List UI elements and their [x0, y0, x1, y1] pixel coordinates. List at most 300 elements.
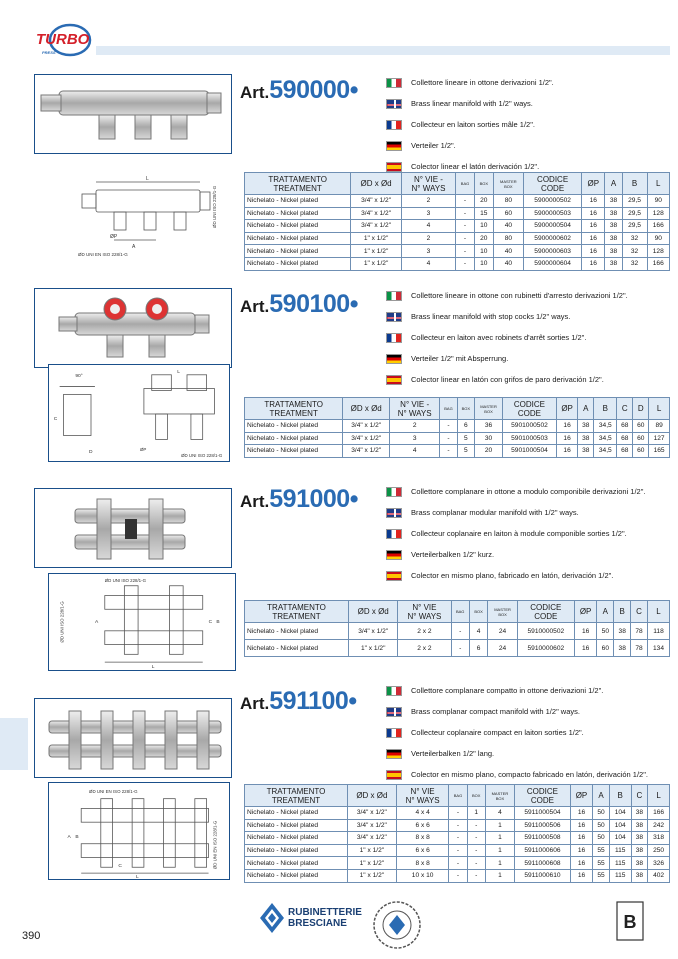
- header-bar: [96, 46, 670, 55]
- table-cell: Nichelato - Nickel plated: [245, 445, 343, 458]
- table-cell: 16: [570, 832, 592, 845]
- svg-text:ØD UNI EN ISO 228/1-G: ØD UNI EN ISO 228/1-G: [212, 820, 218, 870]
- table-cell: 134: [648, 640, 670, 657]
- description-en: Brass complanar modular manifold with 1/2" ways.: [386, 502, 670, 523]
- italy-flag-icon: [386, 291, 402, 301]
- germany-flag-icon: [386, 354, 402, 364]
- table-cell: 10: [474, 257, 493, 270]
- table-row: [245, 420, 670, 433]
- table-cell: 60: [633, 445, 649, 458]
- table-cell: -: [456, 232, 475, 245]
- table-cell: 104: [609, 832, 631, 845]
- table-cell: 24: [488, 623, 518, 640]
- table-cell: 3/4" x 1/2": [349, 623, 398, 640]
- table-cell: Nichelato - Nickel plated: [245, 832, 348, 845]
- table-cell: 55: [593, 857, 610, 870]
- uk-flag-icon: [386, 312, 402, 322]
- product-photo-591000: [34, 488, 232, 568]
- table-cell: 38: [631, 857, 648, 870]
- product-photo-590000: [34, 74, 232, 154]
- side-tab: [0, 718, 28, 770]
- description-list-590000: [386, 72, 670, 177]
- table-cell: 78: [631, 623, 648, 640]
- table-cell: 1" x 1/2": [349, 640, 398, 657]
- table-cell: 1" x 1/2": [351, 257, 401, 270]
- svg-text:L: L: [151, 665, 155, 671]
- table-cell: 5911000608: [515, 857, 571, 870]
- table-cell: 10: [474, 245, 493, 258]
- description-it: Collettore complanare in ottone a modulo componibile derivazioni 1/2".: [386, 481, 670, 502]
- table-row: [245, 257, 670, 270]
- table-cell: 55: [593, 844, 610, 857]
- table-row: [245, 869, 670, 882]
- table-cell: 165: [649, 445, 670, 458]
- table-cell: 16: [570, 844, 592, 857]
- table-cell: 5900000504: [524, 220, 582, 233]
- description-fr: Collecteur en laiton avec robinets d'arrêt sorties 1/2".: [386, 327, 670, 348]
- description-de: Verteiler 1/2".: [386, 135, 670, 156]
- table-cell: 5910000502: [517, 623, 574, 640]
- svg-text:TURBO: TURBO: [36, 31, 90, 48]
- table-cell: 38: [605, 245, 622, 258]
- table-row: [245, 220, 670, 233]
- table-cell: 8 x 8: [396, 857, 449, 870]
- table-cell: Nichelato - Nickel plated: [245, 232, 351, 245]
- product-photo-591100: [34, 698, 232, 778]
- spec-table-591000: TRATTAMENTO TREATMENT ØD x Ød N° VIE N° WAYS BAG BOX MASTER BOX CODICE CODE ØP A B C L Nichelato - Nickel plated 3/4" x 1/2" 2 x 2 - 4 24 5910000502 16 50 38 78 118 Nichelato - Nickel plated 1" x 1/2" 2 x 2 - 6 24 5910000602 16 60 38 78 134: [244, 600, 670, 657]
- table-cell: 68: [617, 432, 633, 445]
- table-cell: 5901000504: [503, 445, 557, 458]
- technical-drawing-590000: [48, 168, 232, 260]
- table-cell: 1: [485, 857, 514, 870]
- table-cell: 3/4" x 1/2": [347, 832, 396, 845]
- table-cell: 5: [457, 445, 474, 458]
- table-cell: 89: [649, 420, 670, 433]
- france-flag-icon: [386, 529, 402, 539]
- spain-flag-icon: [386, 770, 402, 780]
- table-cell: Nichelato - Nickel plated: [245, 623, 349, 640]
- table-cell: 38: [631, 832, 648, 845]
- table-cell: 326: [648, 857, 670, 870]
- table-cell: 3/4" x 1/2": [347, 807, 396, 820]
- svg-text:L: L: [136, 875, 139, 880]
- table-cell: 16: [570, 807, 592, 820]
- svg-text:ØD UNI ISO 228/1-G: ØD UNI ISO 228/1-G: [104, 577, 147, 583]
- quality-seal-icon: [372, 900, 422, 950]
- description-es: Colector linear el latón derivación 1/2".: [386, 156, 670, 177]
- table-cell: 80: [493, 195, 523, 208]
- description-es: Colector linear en latón con grifos de paro derivación 1/2".: [386, 369, 670, 390]
- table-cell: -: [451, 623, 469, 640]
- table-cell: 5901000503: [503, 432, 557, 445]
- table-cell: 60: [493, 207, 523, 220]
- technical-drawing-591000: [48, 573, 236, 671]
- article-title-590100: Art.590100•: [240, 290, 359, 318]
- table-cell: 16: [582, 257, 605, 270]
- svg-text:ØD UNI ISO 228/1-G: ØD UNI ISO 228/1-G: [59, 601, 65, 643]
- table-cell: -: [456, 195, 475, 208]
- table-cell: 20: [475, 445, 503, 458]
- table-cell: 5900000604: [524, 257, 582, 270]
- table-cell: 38: [605, 207, 622, 220]
- table-cell: 6: [457, 420, 474, 433]
- table-cell: -: [456, 207, 475, 220]
- table-cell: 3: [401, 245, 455, 258]
- description-list-590100: [386, 285, 670, 390]
- description-en: Brass linear manifold with stop cocks 1/2" ways.: [386, 306, 670, 327]
- table-cell: 50: [593, 807, 610, 820]
- table-cell: 104: [609, 819, 631, 832]
- description-list-591100: [386, 680, 670, 785]
- table-cell: Nichelato - Nickel plated: [245, 420, 343, 433]
- svg-text:ØD UNI ISO 228/1-G: ØD UNI ISO 228/1-G: [181, 453, 223, 459]
- table-cell: 34,5: [594, 445, 617, 458]
- table-cell: 5911000504: [515, 807, 571, 820]
- table-cell: 16: [556, 432, 577, 445]
- table-cell: 38: [631, 819, 648, 832]
- table-cell: -: [440, 445, 457, 458]
- table-cell: -: [451, 640, 469, 657]
- description-de: Verteilerbalken 1/2" lang.: [386, 743, 670, 764]
- table-cell: -: [467, 844, 485, 857]
- table-cell: 115: [609, 844, 631, 857]
- table-cell: 38: [631, 807, 648, 820]
- table-cell: 20: [474, 195, 493, 208]
- table-cell: 34,5: [594, 420, 617, 433]
- table-cell: 60: [633, 420, 649, 433]
- table-cell: 50: [593, 832, 610, 845]
- table-cell: -: [449, 869, 467, 882]
- germany-flag-icon: [386, 550, 402, 560]
- table-cell: 80: [493, 232, 523, 245]
- spec-table-590100: TRATTAMENTO TREATMENT ØD x Ød N° VIE - N° WAYS BAG BOX MASTER BOX CODICE CODE ØP A B C D L Nichelato - Nickel plated 3/4" x 1/2" 2 - 6 36 5901000502 16 38 34,5 68 60 89 Nichelato - Nickel plated 3/4" x 1/2" 3 - 5 30 5901000503 16 38 34,5 68 60 127 Nichelato - Nickel plated 3/4" x 1/2" 4 - 5 20 5901000504 16 38 34,5 68 60 165: [244, 397, 670, 458]
- table-cell: -: [449, 807, 467, 820]
- svg-text:C: C: [208, 619, 213, 625]
- table-cell: 90: [647, 195, 669, 208]
- table-cell: Nichelato - Nickel plated: [245, 857, 348, 870]
- svg-text:A: A: [132, 244, 136, 250]
- description-en: Brass complanar compact manifold with 1/2" ways.: [386, 701, 670, 722]
- table-cell: 242: [648, 819, 670, 832]
- table-cell: -: [467, 857, 485, 870]
- svg-text:ØD UNI EN ISO 228/1-G: ØD UNI EN ISO 228/1-G: [78, 252, 128, 257]
- svg-text:A: A: [67, 834, 71, 840]
- uk-flag-icon: [386, 99, 402, 109]
- table-cell: 318: [648, 832, 670, 845]
- table-cell: -: [467, 819, 485, 832]
- table-cell: 115: [609, 869, 631, 882]
- table-cell: 5: [457, 432, 474, 445]
- table-cell: 16: [574, 623, 597, 640]
- table-cell: Nichelato - Nickel plated: [245, 432, 343, 445]
- table-cell: 2: [401, 232, 455, 245]
- table-row: [245, 207, 670, 220]
- table-cell: Nichelato - Nickel plated: [245, 640, 349, 657]
- table-cell: 38: [605, 195, 622, 208]
- table-cell: 6 x 6: [396, 819, 449, 832]
- table-cell: 40: [493, 220, 523, 233]
- table-cell: 15: [474, 207, 493, 220]
- table-row: [245, 857, 670, 870]
- table-cell: 16: [570, 857, 592, 870]
- table-cell: Nichelato - Nickel plated: [245, 245, 351, 258]
- table-cell: -: [467, 869, 485, 882]
- brand-diamond-icon: [260, 903, 284, 933]
- table-cell: 6: [469, 640, 487, 657]
- table-cell: -: [449, 819, 467, 832]
- table-cell: 24: [488, 640, 518, 657]
- table-cell: 115: [609, 857, 631, 870]
- table-row: [245, 819, 670, 832]
- table-cell: 78: [631, 640, 648, 657]
- table-cell: 1: [485, 844, 514, 857]
- table-cell: 50: [593, 819, 610, 832]
- table-cell: 3/4" x 1/2": [343, 445, 390, 458]
- table-row: [245, 195, 670, 208]
- svg-text:B: B: [623, 912, 637, 932]
- table-cell: 38: [605, 232, 622, 245]
- table-cell: 3/4" x 1/2": [343, 420, 390, 433]
- table-cell: -: [449, 857, 467, 870]
- germany-flag-icon: [386, 749, 402, 759]
- uk-flag-icon: [386, 508, 402, 518]
- table-row: [245, 844, 670, 857]
- table-cell: 3/4" x 1/2": [351, 220, 401, 233]
- svg-text:C: C: [118, 864, 122, 870]
- table-cell: 16: [556, 445, 577, 458]
- article-title-591000: Art.591000•: [240, 485, 359, 513]
- table-cell: 104: [609, 807, 631, 820]
- table-cell: 68: [617, 445, 633, 458]
- table-cell: 38: [605, 257, 622, 270]
- table-cell: 166: [648, 807, 670, 820]
- table-cell: 5911000506: [515, 819, 571, 832]
- svg-text:L: L: [177, 369, 180, 375]
- table-cell: Nichelato - Nickel plated: [245, 207, 351, 220]
- description-de: Verteilerbalken 1/2" kurz.: [386, 544, 670, 565]
- table-row: [245, 640, 670, 657]
- technical-drawing-591100: [48, 782, 230, 880]
- table-cell: 3/4" x 1/2": [343, 432, 390, 445]
- svg-text:D: D: [89, 450, 93, 456]
- table-cell: 2 x 2: [398, 640, 451, 657]
- table-row: [245, 232, 670, 245]
- svg-text:B: B: [216, 619, 220, 625]
- table-cell: 38: [614, 640, 631, 657]
- table-cell: -: [440, 432, 457, 445]
- table-cell: 68: [617, 420, 633, 433]
- brand-logo: RUBINETTERIE BRESCIANE: [260, 903, 362, 933]
- table-cell: 1: [485, 832, 514, 845]
- table-cell: 2: [401, 195, 455, 208]
- table-cell: 38: [578, 445, 594, 458]
- table-cell: 4: [390, 445, 440, 458]
- table-cell: 60: [597, 640, 614, 657]
- description-de: Verteiler 1/2" mit Absperrung.: [386, 348, 670, 369]
- svg-text:C: C: [53, 416, 58, 422]
- table-cell: 4 x 4: [396, 807, 449, 820]
- table-cell: 55: [593, 869, 610, 882]
- table-cell: 38: [578, 420, 594, 433]
- table-cell: 250: [648, 844, 670, 857]
- description-fr: Collecteur coplanaire compact en laiton sorties 1/2".: [386, 722, 670, 743]
- table-cell: 128: [647, 245, 669, 258]
- italy-flag-icon: [386, 78, 402, 88]
- table-cell: Nichelato - Nickel plated: [245, 195, 351, 208]
- table-cell: 40: [493, 257, 523, 270]
- table-cell: -: [449, 844, 467, 857]
- italy-flag-icon: [386, 487, 402, 497]
- table-cell: 16: [570, 869, 592, 882]
- table-cell: 38: [578, 432, 594, 445]
- description-it: Collettore lineare in ottone con rubinetti d'arresto derivazioni 1/2".: [386, 285, 670, 306]
- table-cell: 10 x 10: [396, 869, 449, 882]
- table-cell: 4: [401, 220, 455, 233]
- table-cell: 5900000602: [524, 232, 582, 245]
- table-cell: 1" x 1/2": [351, 245, 401, 258]
- table-cell: 5900000503: [524, 207, 582, 220]
- table-cell: 1" x 1/2": [347, 857, 396, 870]
- table-cell: 32: [622, 232, 647, 245]
- table-cell: Nichelato - Nickel plated: [245, 257, 351, 270]
- table-cell: 32: [622, 245, 647, 258]
- svg-text:ØP: ØP: [110, 234, 118, 240]
- table-cell: 5911000606: [515, 844, 571, 857]
- table-cell: 402: [648, 869, 670, 882]
- svg-text:B: B: [75, 834, 79, 840]
- table-cell: -: [440, 420, 457, 433]
- table-cell: 38: [605, 220, 622, 233]
- table-cell: 16: [570, 819, 592, 832]
- table-cell: 16: [582, 245, 605, 258]
- article-title-591100: Art.591100•: [240, 687, 358, 715]
- table-cell: 1" x 1/2": [347, 844, 396, 857]
- table-cell: 4: [485, 807, 514, 820]
- table-row: [245, 807, 670, 820]
- table-cell: 1" x 1/2": [351, 232, 401, 245]
- table-cell: Nichelato - Nickel plated: [245, 220, 351, 233]
- description-list-591000: [386, 481, 670, 586]
- table-cell: 16: [574, 640, 597, 657]
- table-cell: 16: [556, 420, 577, 433]
- table-cell: -: [456, 245, 475, 258]
- table-cell: 5910000602: [517, 640, 574, 657]
- table-cell: Nichelato - Nickel plated: [245, 807, 348, 820]
- description-fr: Collecteur coplanaire en laiton à module componible sorties 1/2".: [386, 523, 670, 544]
- svg-text:ØP: ØP: [139, 447, 147, 453]
- table-cell: 3/4" x 1/2": [351, 195, 401, 208]
- svg-text:ØD UNI EN ISO 228/1-G: ØD UNI EN ISO 228/1-G: [89, 788, 138, 794]
- france-flag-icon: [386, 333, 402, 343]
- table-cell: 29,5: [622, 220, 647, 233]
- table-cell: 8 x 8: [396, 832, 449, 845]
- description-en: Brass linear manifold with 1/2" ways.: [386, 93, 670, 114]
- spain-flag-icon: [386, 375, 402, 385]
- table-cell: 2: [390, 420, 440, 433]
- page-number: 390: [22, 930, 41, 942]
- table-cell: 2 x 2: [398, 623, 451, 640]
- france-flag-icon: [386, 728, 402, 738]
- table-cell: 16: [582, 220, 605, 233]
- table-cell: 1" x 1/2": [347, 869, 396, 882]
- table-cell: 60: [633, 432, 649, 445]
- table-cell: 166: [647, 257, 669, 270]
- germany-flag-icon: [386, 141, 402, 151]
- svg-text:90°: 90°: [75, 373, 83, 379]
- table-cell: -: [456, 220, 475, 233]
- table-cell: 127: [649, 432, 670, 445]
- table-cell: 16: [582, 232, 605, 245]
- table-cell: 128: [647, 207, 669, 220]
- italy-flag-icon: [386, 686, 402, 696]
- table-cell: Nichelato - Nickel plated: [245, 844, 348, 857]
- table-cell: 40: [493, 245, 523, 258]
- table-cell: 34,5: [594, 432, 617, 445]
- turbo-press-logo: [34, 22, 98, 58]
- table-cell: -: [449, 832, 467, 845]
- table-row: [245, 432, 670, 445]
- table-cell: 1: [485, 819, 514, 832]
- table-cell: 4: [401, 257, 455, 270]
- spec-table-591100: TRATTAMENTO TREATMENT ØD x Ød N° VIE N° WAYS BAG BOX MASTER BOX CODICE CODE ØP A B C L Nichelato - Nickel plated 3/4" x 1/2" 4 x 4 - 1 4 5911000504 16 50 104 38 166 Nichelato - Nickel plated 3/4" x 1/2" 6 x 6 - - 1 5911000506 16 50 104 38 242 Nichelato - Nickel plated 3/4" x 1/2" 8 x 8 - - 1 5911000508 16 50 104 38 318 Nichelato - Nickel plated 1" x 1/2" 6 x 6 - - 1 5911000606 16 55 115 38 250 Nichelato - Nickel plated 1" x 1/2" 8 x 8 - - 1 5911000608 16 55 115 38 326 Nichelato - Nickel plated 1" x 1/2" 10 x 10 - - 1 5911000610 16 55 115 38 402: [244, 784, 670, 883]
- article-title-590000: Art.590000•: [240, 76, 359, 104]
- spain-flag-icon: [386, 162, 402, 172]
- table-cell: Nichelato - Nickel plated: [245, 819, 348, 832]
- svg-text:PRESS: PRESS: [42, 50, 56, 55]
- table-cell: 1: [485, 869, 514, 882]
- svg-text:L: L: [146, 176, 149, 182]
- table-cell: 32: [622, 257, 647, 270]
- svg-text:A: A: [94, 619, 99, 625]
- table-row: [245, 832, 670, 845]
- bonomi-group-logo: [616, 901, 644, 941]
- table-row: [245, 445, 670, 458]
- uk-flag-icon: [386, 707, 402, 717]
- table-cell: 166: [647, 220, 669, 233]
- table-cell: 118: [648, 623, 670, 640]
- table-cell: 5900000603: [524, 245, 582, 258]
- technical-drawing-590100: [48, 364, 230, 462]
- description-es: Colector en mismo plano, compacto fabricado en latón, derivación 1/2".: [386, 764, 670, 785]
- description-it: Collettore complanare compatto in ottone derivazioni 1/2".: [386, 680, 670, 701]
- description-it: Collettore lineare in ottone derivazioni 1/2".: [386, 72, 670, 93]
- table-cell: -: [456, 257, 475, 270]
- table-cell: -: [467, 832, 485, 845]
- table-cell: 90: [647, 232, 669, 245]
- table-cell: 30: [475, 432, 503, 445]
- table-cell: 5900000502: [524, 195, 582, 208]
- table-cell: 16: [582, 195, 605, 208]
- description-fr: Collecteur en laiton sorties mâle 1/2".: [386, 114, 670, 135]
- table-cell: 29,5: [622, 195, 647, 208]
- table-cell: 4: [469, 623, 487, 640]
- spec-table-590000: TRATTAMENTO TREATMENT ØD x Ød N° VIE - N° WAYS BAG BOX MASTER BOX CODICE CODE ØP A B L Nichelato - Nickel plated 3/4" x 1/2" 2 - 20 80 5900000502 16 38 29,5 90 Nichelato - Nickel plated 3/4" x 1/2" 3 - 15 60 5900000503 16 38 29,5 128 Nichelato - Nickel plated 3/4" x 1/2" 4 - 10 40 5900000504 16 38 29,5 166 Nichelato - Nickel plated 1" x 1/2" 2 - 20 80 5900000602 16 38 32 90 Nichelato - Nickel plated 1" x 1/2" 3 - 10 40 5900000603 16 38 32 128 Nichelato - Nickel plated 1" x 1/2" 4 - 10 40 5900000604 16 38 32 166: [244, 172, 670, 271]
- france-flag-icon: [386, 120, 402, 130]
- table-cell: 20: [474, 232, 493, 245]
- spain-flag-icon: [386, 571, 402, 581]
- table-cell: 5911000610: [515, 869, 571, 882]
- table-cell: 10: [474, 220, 493, 233]
- description-es: Colector en mismo plano, fabricado en latón, derivación 1/2".: [386, 565, 670, 586]
- table-cell: 5911000508: [515, 832, 571, 845]
- table-row: [245, 623, 670, 640]
- table-cell: 3: [401, 207, 455, 220]
- table-cell: 29,5: [622, 207, 647, 220]
- table-cell: Nichelato - Nickel plated: [245, 869, 348, 882]
- table-cell: 1: [467, 807, 485, 820]
- table-cell: 3/4" x 1/2": [347, 819, 396, 832]
- table-cell: 6 x 6: [396, 844, 449, 857]
